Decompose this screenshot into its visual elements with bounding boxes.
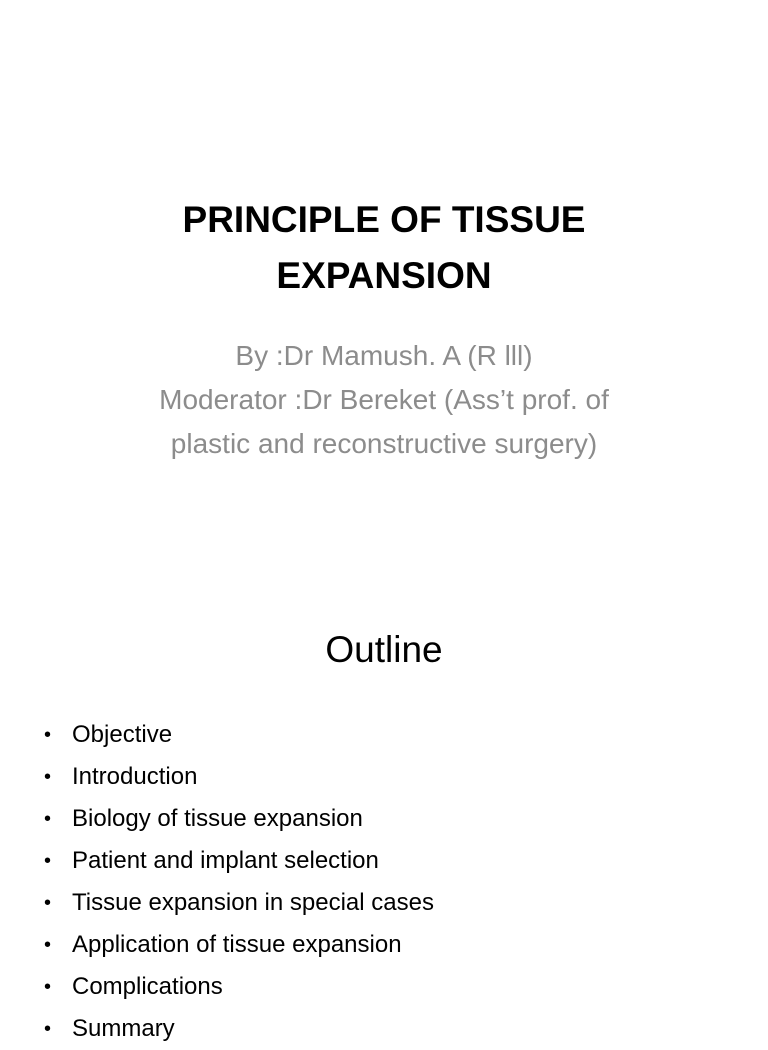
bullet-icon: •: [44, 976, 52, 998]
list-item-text: Summary: [72, 1015, 175, 1042]
moderator-line-1: Moderator :Dr Bereket (Ass’t prof. of: [159, 384, 609, 415]
outline-list: [40, 714, 740, 1050]
slide-title: [84, 192, 684, 304]
list-item: [40, 1008, 740, 1050]
list-item: [40, 924, 740, 966]
list-item-text: Tissue expansion in special cases: [72, 889, 434, 916]
slide-title-line-1: PRINCIPLE OF TISSUE: [182, 199, 586, 240]
slide-title-line-2: EXPANSION: [276, 255, 492, 296]
list-item: [40, 840, 740, 882]
moderator-line-2: plastic and reconstructive surgery): [170, 428, 598, 459]
bullet-icon: •: [44, 850, 52, 872]
list-item: [40, 966, 740, 1008]
list-item-text: Introduction: [72, 763, 198, 790]
list-item-text: Application of tissue expansion: [72, 931, 402, 958]
slide-subtitle: [84, 334, 684, 466]
list-item-text: Complications: [72, 973, 223, 1000]
bullet-icon: •: [44, 724, 52, 746]
bullet-icon: •: [44, 766, 52, 788]
outline-slide: [0, 577, 768, 1042]
list-item: [40, 756, 740, 798]
outline-title: Outline: [325, 629, 443, 670]
author-line: By :Dr Mamush. A (R lll): [235, 340, 533, 371]
list-item: [40, 798, 740, 840]
list-item: [40, 714, 740, 756]
list-item-text: Biology of tissue expansion: [72, 805, 363, 832]
bullet-icon: •: [44, 892, 52, 914]
bullet-icon: •: [44, 1018, 52, 1040]
list-item: [40, 882, 740, 924]
bullet-icon: •: [44, 808, 52, 830]
list-item-text: Objective: [72, 721, 173, 748]
bullet-icon: •: [44, 934, 52, 956]
list-item-text: Patient and implant selection: [72, 847, 379, 874]
